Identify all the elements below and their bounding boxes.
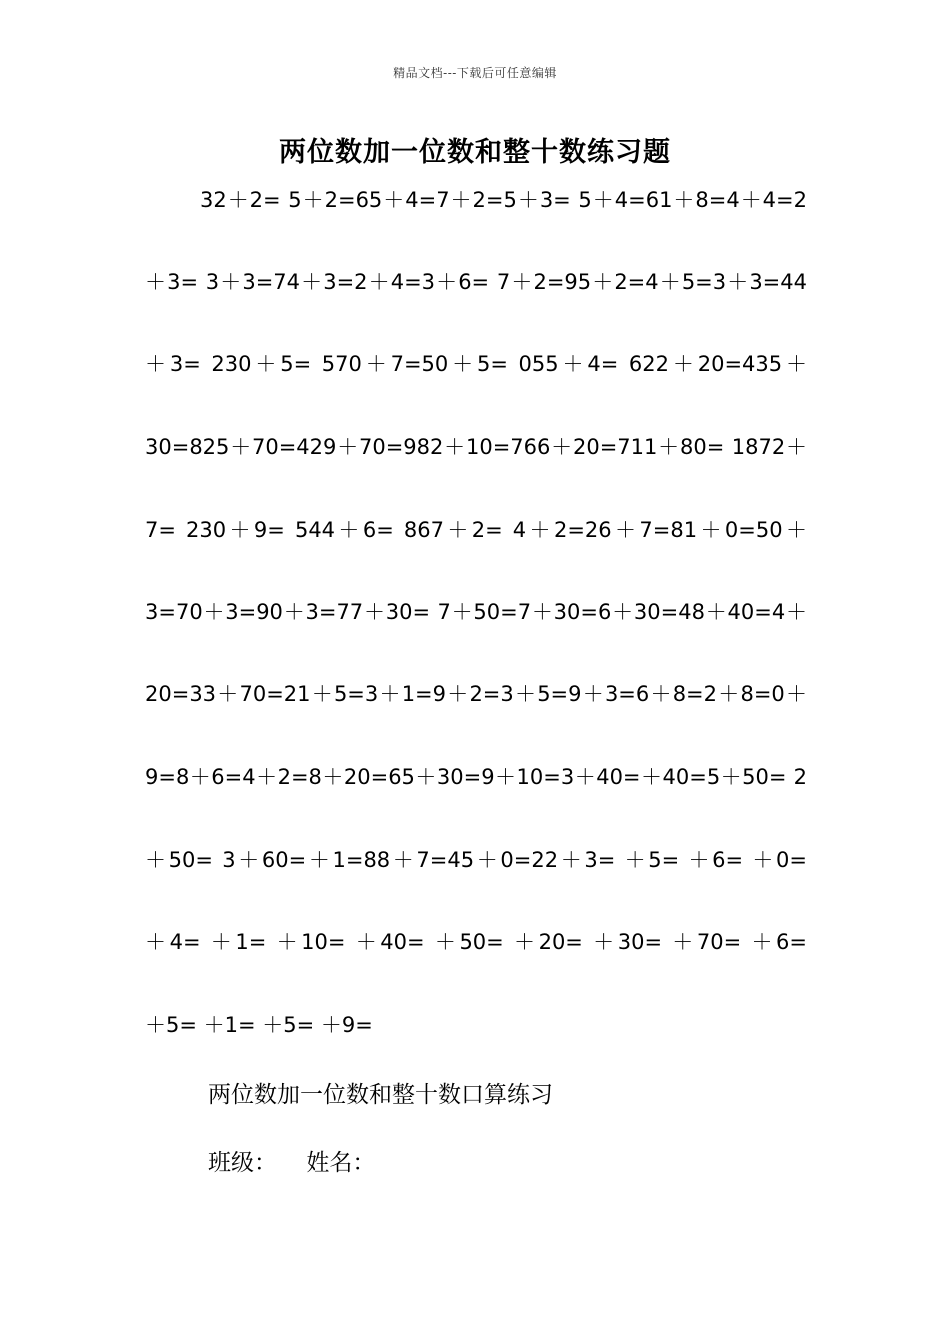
exercise-line: ＋50= 3＋60=＋1=88＋7=45＋0=22＋3= ＋5= ＋6= ＋0= [145, 848, 807, 872]
exercise-line: 32＋2= 5＋2=65＋4=7＋2=5＋3= 5＋4=61＋8=4＋4=2 [200, 188, 807, 212]
exercise-line: 7= 230＋9= 544＋6= 867＋2= 4＋2=26＋7=81＋0=50＋ [145, 518, 807, 542]
exercise-line: 9=8＋6=4＋2=8＋20=65＋30=9＋10=3＋40=＋40=5＋50= 2 [145, 765, 807, 789]
page-title: 两位数加一位数和整十数练习题 [279, 137, 671, 168]
student-info [208, 1144, 375, 1177]
section-subtitle: 两位数加一位数和整十数口算练习 [208, 1082, 553, 1108]
exercise-line: ＋4= ＋1= ＋10= ＋40= ＋50= ＋20= ＋30= ＋70= ＋6= [145, 930, 807, 954]
exercise-line: ＋3= 230＋5= 570＋7=50＋5= 055＋4= 622＋20=435＋ [145, 352, 807, 376]
exercise-line: ＋3= 3＋3=74＋3=2＋4=3＋6= 7＋2=95＋2=4＋5=3＋3=44 [145, 270, 807, 294]
exercise-line: ＋5= ＋1= ＋5= ＋9= [145, 1013, 373, 1037]
class-label: 班级： [208, 1150, 277, 1176]
exercise-line: 20=33＋70=21＋5=3＋1=9＋2=3＋5=9＋3=6＋8=2＋8=0＋ [145, 682, 807, 706]
exercise-line: 3=70＋3=90＋3=77＋30= 7＋50=7＋30=6＋30=48＋40=4＋ [145, 600, 807, 624]
name-label: 姓名： [306, 1150, 376, 1176]
page-header: 精品文档---下载后可任意编辑 [393, 66, 557, 80]
exercise-line: 30=825＋70=429＋70=982＋10=766＋20=711＋80= 1872＋ [145, 435, 807, 459]
